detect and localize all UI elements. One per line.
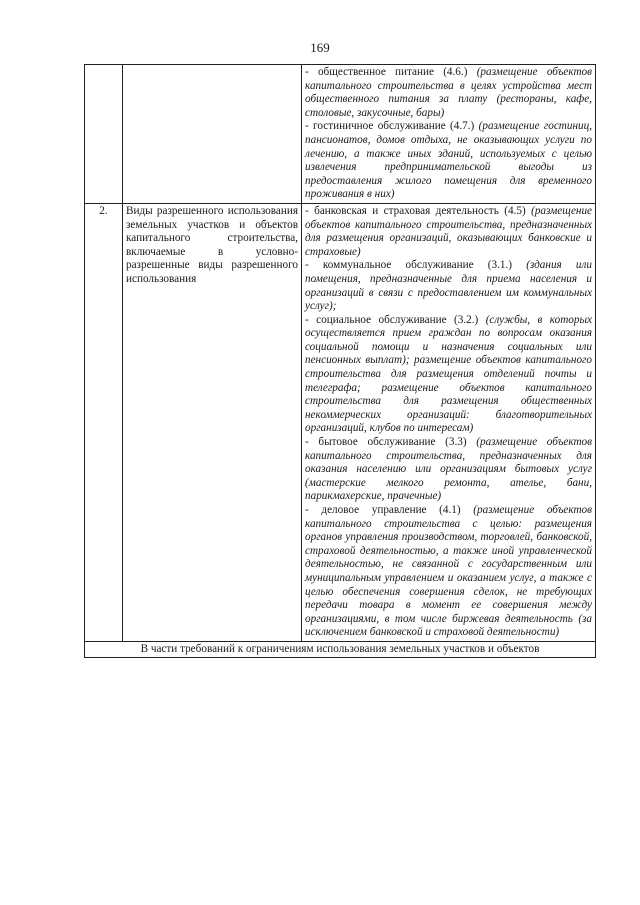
use-description: (службы, в которых осуществляется прием граждан по вопросам оказания социальной помощи и назначения социальных или пенсионных выплат); размещение объектов капитального строительства для размещения отделений почты и телеграфа; размещение объектов капитального строительства для размещения общественных некоммерческих организаций: благотворительных организаций, клубов по интересам)	[305, 313, 593, 435]
use-item	[305, 120, 592, 202]
use-description: (размещение гостиниц, пансионатов, домов отдыха, не оказывающих услуги по лечению, а также иных зданий, используемых с целью извлечения предпринимательской выгоды из предоставления жилого помещения для временного проживания в них)	[305, 120, 592, 201]
use-name: - деловое управление (4.1)	[305, 504, 461, 516]
use-description: (размещение объектов капитального строительства в целях устройства мест общественного питания за плату (рестораны, кафе, столовые, закусочные, бары)	[305, 66, 593, 119]
use-name: - общественное питание (4.6.)	[305, 66, 468, 78]
use-name: - социальное обслуживание (3.2.)	[305, 313, 479, 326]
permitted-use-table	[84, 64, 596, 658]
use-name: - коммунальное обслуживание (3.1.)	[305, 259, 512, 272]
use-item	[305, 436, 592, 504]
table-row	[85, 641, 596, 657]
use-name: - гостиничное обслуживание (4.7.)	[305, 120, 475, 133]
table-row	[85, 65, 596, 204]
row-number: 2.	[85, 203, 123, 641]
page-number: 169	[310, 40, 330, 55]
use-name: - банковская и страховая деятельность (4.5)	[305, 204, 526, 217]
use-description: (размещение объектов капитального строительства с целью: размещения органов управления производством, торговлей, банковской, страховой деятельностью, а также иной управленческой деятельностью, не связанной с государственным или муниципальным управлением и оказанием услуг, а также с целью обеспечения совершения сделок, не требующих передачи товара в момент ее совершения между организациями, в том числе биржевая деятельность (за исключением банковской и страховой деятельности)	[305, 504, 592, 639]
table-row	[85, 203, 596, 641]
use-item	[305, 504, 592, 640]
use-item	[305, 259, 592, 313]
row-name	[123, 65, 302, 204]
row-number	[85, 65, 123, 204]
use-item	[305, 205, 592, 259]
row-uses	[302, 65, 596, 204]
row-uses	[302, 203, 596, 641]
use-name: - бытовое обслуживание (3.3)	[305, 436, 467, 449]
section-heading-row: В части требований к ограничениям использования земельных участков и объектов	[85, 641, 596, 657]
use-description: (размещение объектов капитального строительства, предназначенных для оказания населению или организациям бытовых услуг (мастерские мелкого ремонта, ателье, бани, парикмахерские, прачечные)	[305, 436, 592, 503]
use-item	[305, 66, 592, 120]
row-name: Виды разрешенного использования земельных участков и объектов капитального строительства, включаемые в условно-разрешенные виды разрешенного использования	[123, 203, 302, 641]
use-description: (здания или помещения, предназначенные для приема населения и организаций в связи с предоставлением им коммунальных услуг);	[305, 259, 593, 313]
use-item	[305, 314, 592, 436]
use-description: (размещение объектов капитального строительства, предназначенных для размещения организаций, оказывающих банковские и страховые)	[305, 204, 593, 258]
